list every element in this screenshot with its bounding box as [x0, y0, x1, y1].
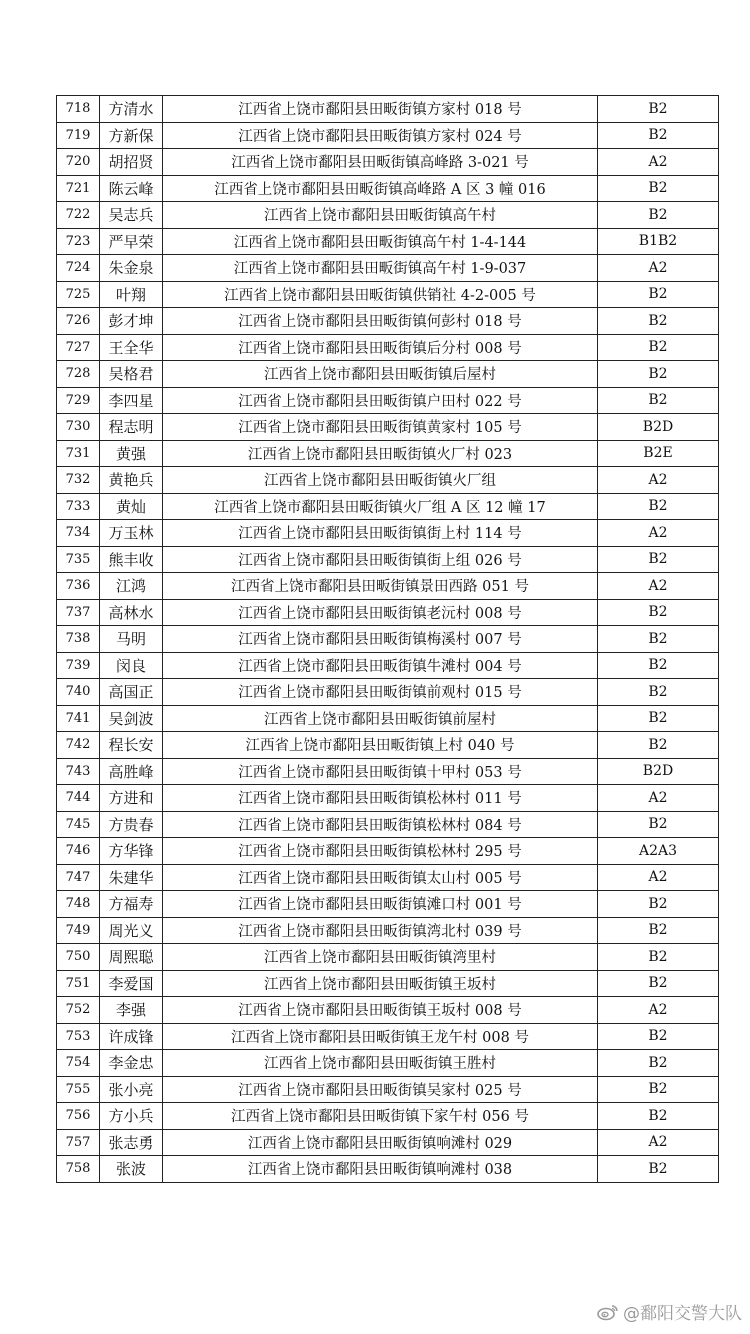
- driver-name-cell: 朱建华: [100, 864, 163, 891]
- watermark-text: @鄱阳交警大队: [623, 1304, 742, 1324]
- table-row: [57, 361, 719, 388]
- license-class-cell: B2: [598, 281, 719, 308]
- address-cell: 江西省上饶市鄱阳县田畈街镇高午村 1-9-037: [163, 255, 598, 282]
- driver-name-cell: 高国正: [100, 679, 163, 706]
- row-number-cell: 747: [57, 864, 100, 891]
- license-class-cell: B2: [598, 944, 719, 971]
- address-cell: 江西省上饶市鄱阳县田畈街镇方家村 018 号: [163, 96, 598, 123]
- address-cell: 江西省上饶市鄱阳县田畈街镇后屋村: [163, 361, 598, 388]
- driver-name-cell: 周光义: [100, 917, 163, 944]
- license-class-cell: B2D: [598, 758, 719, 785]
- row-number-cell: 733: [57, 493, 100, 520]
- license-class-cell: B2: [598, 96, 719, 123]
- driver-name-cell: 胡招贤: [100, 149, 163, 176]
- license-class-cell: B2: [598, 387, 719, 414]
- license-class-cell: B2: [598, 546, 719, 573]
- table-row: [57, 1076, 719, 1103]
- row-number-cell: 731: [57, 440, 100, 467]
- table-row: [57, 838, 719, 865]
- table-row: [57, 467, 719, 494]
- license-class-cell: A2: [598, 785, 719, 812]
- license-class-cell: B2: [598, 917, 719, 944]
- row-number-cell: 755: [57, 1076, 100, 1103]
- address-cell: 江西省上饶市鄱阳县田畈街镇王龙午村 008 号: [163, 1023, 598, 1050]
- weibo-watermark: [597, 1299, 742, 1324]
- driver-name-cell: 吴剑波: [100, 705, 163, 732]
- table-row: [57, 334, 719, 361]
- table-row: [57, 493, 719, 520]
- license-class-cell: B2: [598, 705, 719, 732]
- address-cell: 江西省上饶市鄱阳县田畈街镇火厂组: [163, 467, 598, 494]
- driver-roster-table: [56, 95, 719, 1183]
- license-class-cell: A2: [598, 255, 719, 282]
- row-number-cell: 750: [57, 944, 100, 971]
- table-row: [57, 679, 719, 706]
- address-cell: 江西省上饶市鄱阳县田畈街镇牛滩村 004 号: [163, 652, 598, 679]
- license-class-cell: B2: [598, 308, 719, 335]
- driver-name-cell: 万玉林: [100, 520, 163, 547]
- row-number-cell: 721: [57, 175, 100, 202]
- license-class-cell: A2: [598, 573, 719, 600]
- table-row: [57, 891, 719, 918]
- license-class-cell: B2: [598, 732, 719, 759]
- address-cell: 江西省上饶市鄱阳县田畈街镇方家村 024 号: [163, 122, 598, 149]
- address-cell: 江西省上饶市鄱阳县田畈街镇高峰路 A 区 3 幢 016: [163, 175, 598, 202]
- driver-name-cell: 方福寿: [100, 891, 163, 918]
- row-number-cell: 734: [57, 520, 100, 547]
- table-row: [57, 732, 719, 759]
- driver-name-cell: 陈云峰: [100, 175, 163, 202]
- driver-name-cell: 黄艳兵: [100, 467, 163, 494]
- row-number-cell: 730: [57, 414, 100, 441]
- driver-name-cell: 高胜峰: [100, 758, 163, 785]
- table-row: [57, 546, 719, 573]
- row-number-cell: 746: [57, 838, 100, 865]
- table-row: [57, 970, 719, 997]
- row-number-cell: 724: [57, 255, 100, 282]
- license-class-cell: A2: [598, 467, 719, 494]
- row-number-cell: 723: [57, 228, 100, 255]
- license-class-cell: A2: [598, 1129, 719, 1156]
- table-row: [57, 1156, 719, 1183]
- address-cell: 江西省上饶市鄱阳县田畈街镇街上村 114 号: [163, 520, 598, 547]
- address-cell: 江西省上饶市鄱阳县田畈街镇老沅村 008 号: [163, 599, 598, 626]
- table-row: [57, 149, 719, 176]
- license-class-cell: B2: [598, 361, 719, 388]
- driver-name-cell: 方清水: [100, 96, 163, 123]
- license-class-cell: B2: [598, 652, 719, 679]
- license-class-cell: B2: [598, 891, 719, 918]
- address-cell: 江西省上饶市鄱阳县田畈街镇响滩村 038: [163, 1156, 598, 1183]
- driver-name-cell: 叶翔: [100, 281, 163, 308]
- row-number-cell: 745: [57, 811, 100, 838]
- row-number-cell: 720: [57, 149, 100, 176]
- table-row: [57, 175, 719, 202]
- license-class-cell: B2: [598, 1156, 719, 1183]
- row-number-cell: 756: [57, 1103, 100, 1130]
- table-row: [57, 599, 719, 626]
- driver-name-cell: 黄灿: [100, 493, 163, 520]
- license-class-cell: B1B2: [598, 228, 719, 255]
- table-row: [57, 811, 719, 838]
- row-number-cell: 758: [57, 1156, 100, 1183]
- address-cell: 江西省上饶市鄱阳县田畈街镇十甲村 053 号: [163, 758, 598, 785]
- row-number-cell: 753: [57, 1023, 100, 1050]
- license-class-cell: A2A3: [598, 838, 719, 865]
- row-number-cell: 749: [57, 917, 100, 944]
- table-row: [57, 1103, 719, 1130]
- license-class-cell: B2: [598, 202, 719, 229]
- license-class-cell: B2: [598, 334, 719, 361]
- table-row: [57, 758, 719, 785]
- driver-name-cell: 程志明: [100, 414, 163, 441]
- table-row: [57, 1129, 719, 1156]
- address-cell: 江西省上饶市鄱阳县田畈街镇湾北村 039 号: [163, 917, 598, 944]
- row-number-cell: 738: [57, 626, 100, 653]
- address-cell: 江西省上饶市鄱阳县田畈街镇王胜村: [163, 1050, 598, 1077]
- row-number-cell: 743: [57, 758, 100, 785]
- table-row: [57, 785, 719, 812]
- driver-name-cell: 方华锋: [100, 838, 163, 865]
- table-row: [57, 440, 719, 467]
- address-cell: 江西省上饶市鄱阳县田畈街镇梅溪村 007 号: [163, 626, 598, 653]
- address-cell: 江西省上饶市鄱阳县田畈街镇前观村 015 号: [163, 679, 598, 706]
- address-cell: 江西省上饶市鄱阳县田畈街镇黄家村 105 号: [163, 414, 598, 441]
- table-row: [57, 944, 719, 971]
- row-number-cell: 722: [57, 202, 100, 229]
- table-row: [57, 1050, 719, 1077]
- table-row: [57, 281, 719, 308]
- table-row: [57, 520, 719, 547]
- table-row: [57, 202, 719, 229]
- address-cell: 江西省上饶市鄱阳县田畈街镇松林村 084 号: [163, 811, 598, 838]
- license-class-cell: B2: [598, 679, 719, 706]
- table-row: [57, 255, 719, 282]
- driver-name-cell: 吴格君: [100, 361, 163, 388]
- address-cell: 江西省上饶市鄱阳县田畈街镇前屋村: [163, 705, 598, 732]
- row-number-cell: 719: [57, 122, 100, 149]
- address-cell: 江西省上饶市鄱阳县田畈街镇街上组 026 号: [163, 546, 598, 573]
- license-class-cell: B2E: [598, 440, 719, 467]
- row-number-cell: 757: [57, 1129, 100, 1156]
- license-class-cell: A2: [598, 520, 719, 547]
- row-number-cell: 729: [57, 387, 100, 414]
- address-cell: 江西省上饶市鄱阳县田畈街镇景田西路 051 号: [163, 573, 598, 600]
- row-number-cell: 728: [57, 361, 100, 388]
- license-class-cell: B2: [598, 811, 719, 838]
- row-number-cell: 735: [57, 546, 100, 573]
- driver-name-cell: 张志勇: [100, 1129, 163, 1156]
- address-cell: 江西省上饶市鄱阳县田畈街镇松林村 011 号: [163, 785, 598, 812]
- row-number-cell: 741: [57, 705, 100, 732]
- driver-name-cell: 熊丰收: [100, 546, 163, 573]
- address-cell: 江西省上饶市鄱阳县田畈街镇高峰路 3-021 号: [163, 149, 598, 176]
- address-cell: 江西省上饶市鄱阳县田畈街镇火厂村 023: [163, 440, 598, 467]
- driver-name-cell: 许成锋: [100, 1023, 163, 1050]
- driver-name-cell: 吴志兵: [100, 202, 163, 229]
- driver-name-cell: 方贵春: [100, 811, 163, 838]
- table-row: [57, 414, 719, 441]
- row-number-cell: 737: [57, 599, 100, 626]
- driver-name-cell: 王全华: [100, 334, 163, 361]
- address-cell: 江西省上饶市鄱阳县田畈街镇松林村 295 号: [163, 838, 598, 865]
- license-class-cell: B2: [598, 175, 719, 202]
- address-cell: 江西省上饶市鄱阳县田畈街镇何彭村 018 号: [163, 308, 598, 335]
- row-number-cell: 752: [57, 997, 100, 1024]
- address-cell: 江西省上饶市鄱阳县田畈街镇火厂组 A 区 12 幢 17: [163, 493, 598, 520]
- address-cell: 江西省上饶市鄱阳县田畈街镇高午村 1-4-144: [163, 228, 598, 255]
- license-class-cell: B2: [598, 493, 719, 520]
- row-number-cell: 726: [57, 308, 100, 335]
- table-row: [57, 864, 719, 891]
- address-cell: 江西省上饶市鄱阳县田畈街镇响滩村 029: [163, 1129, 598, 1156]
- address-cell: 江西省上饶市鄱阳县田畈街镇滩口村 001 号: [163, 891, 598, 918]
- table-row: [57, 387, 719, 414]
- driver-name-cell: 黄强: [100, 440, 163, 467]
- license-class-cell: B2: [598, 1103, 719, 1130]
- row-number-cell: 740: [57, 679, 100, 706]
- row-number-cell: 739: [57, 652, 100, 679]
- driver-name-cell: 高林水: [100, 599, 163, 626]
- address-cell: 江西省上饶市鄱阳县田畈街镇太山村 005 号: [163, 864, 598, 891]
- driver-name-cell: 严早荣: [100, 228, 163, 255]
- driver-name-cell: 李强: [100, 997, 163, 1024]
- table-row: [57, 652, 719, 679]
- license-class-cell: B2: [598, 1050, 719, 1077]
- address-cell: 江西省上饶市鄱阳县田畈街镇吴家村 025 号: [163, 1076, 598, 1103]
- table-row: [57, 122, 719, 149]
- driver-name-cell: 李爱国: [100, 970, 163, 997]
- row-number-cell: 718: [57, 96, 100, 123]
- license-class-cell: B2: [598, 1023, 719, 1050]
- row-number-cell: 754: [57, 1050, 100, 1077]
- address-cell: 江西省上饶市鄱阳县田畈街镇高午村: [163, 202, 598, 229]
- weibo-icon: [597, 1303, 619, 1321]
- table-row: [57, 573, 719, 600]
- address-cell: 江西省上饶市鄱阳县田畈街镇王坂村: [163, 970, 598, 997]
- license-class-cell: A2: [598, 149, 719, 176]
- table-row: [57, 1023, 719, 1050]
- row-number-cell: 748: [57, 891, 100, 918]
- row-number-cell: 725: [57, 281, 100, 308]
- driver-name-cell: 周熙聪: [100, 944, 163, 971]
- license-class-cell: B2: [598, 970, 719, 997]
- license-class-cell: B2: [598, 599, 719, 626]
- row-number-cell: 744: [57, 785, 100, 812]
- driver-name-cell: 李四星: [100, 387, 163, 414]
- driver-name-cell: 彭才坤: [100, 308, 163, 335]
- table-row: [57, 308, 719, 335]
- driver-name-cell: 方小兵: [100, 1103, 163, 1130]
- driver-name-cell: 江鸿: [100, 573, 163, 600]
- license-class-cell: B2: [598, 1076, 719, 1103]
- license-class-cell: B2: [598, 122, 719, 149]
- driver-name-cell: 闵良: [100, 652, 163, 679]
- roster-body: [57, 96, 719, 1183]
- address-cell: 江西省上饶市鄱阳县田畈街镇上村 040 号: [163, 732, 598, 759]
- row-number-cell: 732: [57, 467, 100, 494]
- address-cell: 江西省上饶市鄱阳县田畈街镇户田村 022 号: [163, 387, 598, 414]
- table-row: [57, 705, 719, 732]
- license-class-cell: A2: [598, 997, 719, 1024]
- row-number-cell: 736: [57, 573, 100, 600]
- table-row: [57, 917, 719, 944]
- driver-name-cell: 方进和: [100, 785, 163, 812]
- driver-name-cell: 马明: [100, 626, 163, 653]
- table-row: [57, 228, 719, 255]
- address-cell: 江西省上饶市鄱阳县田畈街镇湾里村: [163, 944, 598, 971]
- driver-name-cell: 张波: [100, 1156, 163, 1183]
- driver-name-cell: 朱金泉: [100, 255, 163, 282]
- row-number-cell: 751: [57, 970, 100, 997]
- address-cell: 江西省上饶市鄱阳县田畈街镇供销社 4-2-005 号: [163, 281, 598, 308]
- driver-name-cell: 方新保: [100, 122, 163, 149]
- address-cell: 江西省上饶市鄱阳县田畈街镇王坂村 008 号: [163, 997, 598, 1024]
- address-cell: 江西省上饶市鄱阳县田畈街镇下家午村 056 号: [163, 1103, 598, 1130]
- license-class-cell: A2: [598, 864, 719, 891]
- license-class-cell: B2: [598, 626, 719, 653]
- table-row: [57, 626, 719, 653]
- address-cell: 江西省上饶市鄱阳县田畈街镇后分村 008 号: [163, 334, 598, 361]
- table-row: [57, 96, 719, 123]
- row-number-cell: 742: [57, 732, 100, 759]
- row-number-cell: 727: [57, 334, 100, 361]
- license-class-cell: B2D: [598, 414, 719, 441]
- table-row: [57, 997, 719, 1024]
- driver-name-cell: 李金忠: [100, 1050, 163, 1077]
- driver-name-cell: 张小亮: [100, 1076, 163, 1103]
- driver-name-cell: 程长安: [100, 732, 163, 759]
